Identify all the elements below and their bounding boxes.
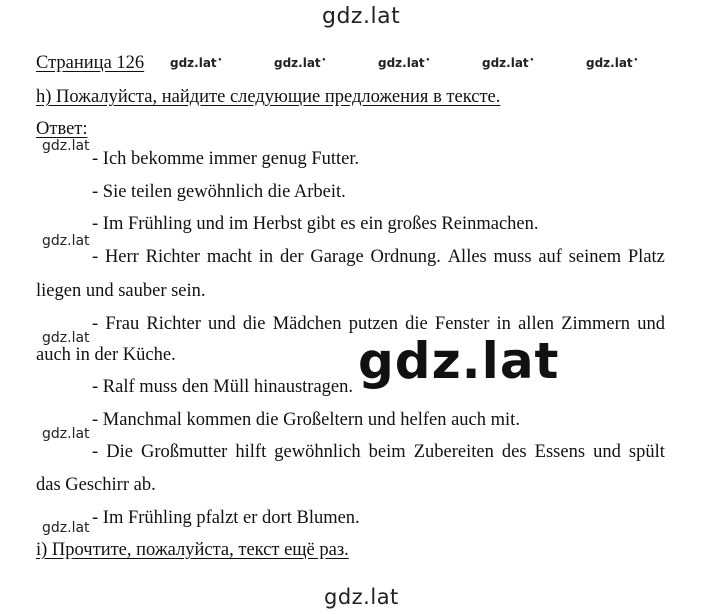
watermark-header-4: gdz.lat • [482, 56, 534, 70]
watermark-header-5: gdz.lat • [586, 56, 638, 70]
sentence-3: - Im Frühling und im Herbst gibt es ein großes Reinmachen. [92, 214, 539, 234]
watermark-side-3: gdz.lat [42, 330, 90, 346]
watermark-bottom: gdz.lat [324, 585, 399, 609]
sentence-8-cont: das Geschirr ab. [36, 475, 156, 495]
watermark-side-4: gdz.lat [42, 426, 90, 442]
sentence-7: - Manchmal kommen die Großeltern und helfen auch mit. [92, 410, 520, 430]
watermark-top: gdz.lat [322, 4, 401, 29]
task-h-heading: h) Пожалуйста, найдите следующие предложения в тексте. [36, 87, 501, 107]
page-label: Страница 126 [36, 53, 145, 73]
watermark-header-1: gdz.lat • [170, 56, 222, 70]
watermark-side-1: gdz.lat [42, 138, 90, 154]
answer-label: Ответ: [36, 119, 88, 139]
watermark-side-2: gdz.lat [42, 233, 90, 249]
sentence-2: - Sie teilen gewöhnlich die Arbeit. [92, 182, 346, 202]
watermark-header-2: gdz.lat • [274, 56, 326, 70]
task-i-heading: i) Прочтите, пожалуйста, текст ещё раз. [36, 540, 349, 560]
sentence-5-cont: auch in der Küche. [36, 345, 176, 365]
sentence-9: - Im Frühling pfalzt er dort Blumen. [92, 508, 360, 528]
sentence-8: - Die Großmutter hilft gewöhnlich beim Zubereiten des Essens und spült [92, 442, 665, 462]
sentence-5: - Frau Richter und die Mädchen putzen die Fenster in allen Zimmern und [92, 314, 665, 334]
watermark-header-3: gdz.lat • [378, 56, 430, 70]
sentence-1: - Ich bekomme immer genug Futter. [92, 149, 360, 169]
sentence-4: - Herr Richter macht in der Garage Ordnung. Alles muss auf seinem Platz [92, 247, 665, 267]
sentence-6: - Ralf muss den Müll hinaustragen. [92, 377, 354, 397]
watermark-center: gdz.lat [358, 332, 560, 390]
watermark-side-5: gdz.lat [42, 520, 90, 536]
sentence-4-cont: liegen und sauber sein. [36, 281, 206, 301]
